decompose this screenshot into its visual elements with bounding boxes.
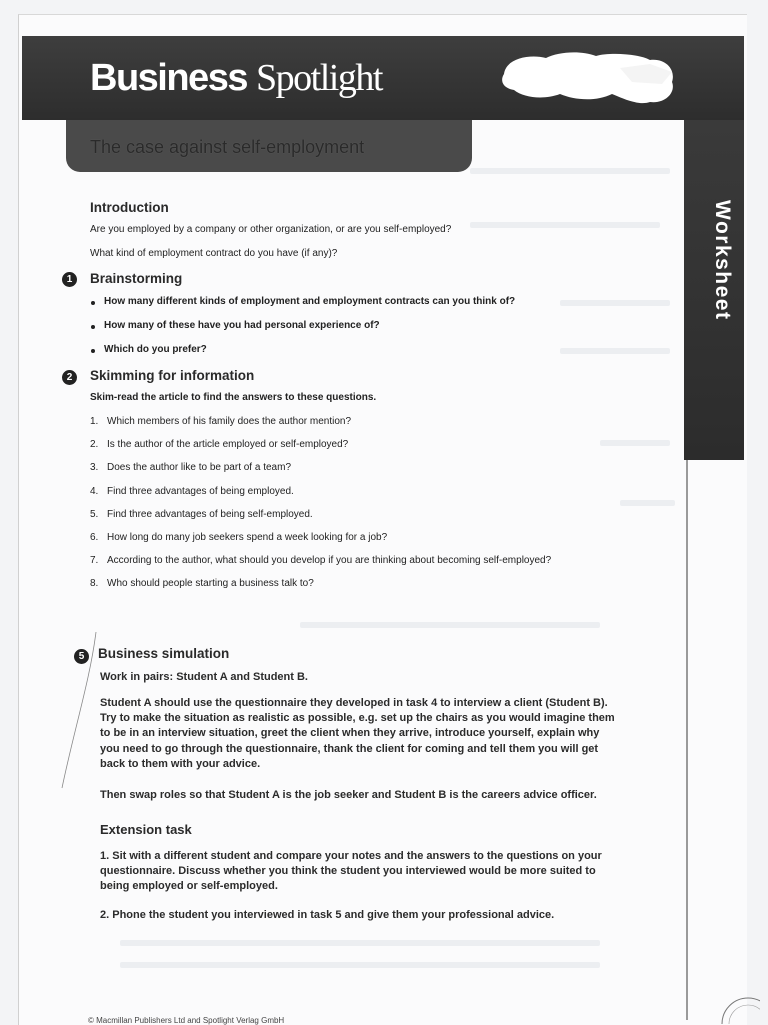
pairs-instruction: Work in pairs: Student A and Student B. [100, 671, 308, 683]
brainstorm-bullet-2: How many of these have you had personal experience of? [104, 320, 380, 331]
extension-item-1 [100, 849, 602, 895]
question-number: 4. [90, 486, 99, 497]
question-text: According to the author, what should you develop if you are thinking about becoming self-employed? [107, 555, 552, 566]
para-line: back to them with your advice. [100, 757, 261, 770]
question-number: 6. [90, 532, 99, 543]
para-line: to be in an interview situation, greet the client when they arrive, introduce yourself, explain why [100, 727, 600, 740]
brainstorming-heading: Brainstorming [90, 271, 183, 286]
brainstorm-bullet-1: How many different kinds of employment and employment contracts can you think of? [104, 296, 516, 307]
brand-part1: Business [90, 57, 247, 99]
skimming-heading: Skimming for information [90, 368, 255, 383]
title-tab [66, 120, 472, 172]
question-text: Does the author like to be part of a team? [107, 462, 291, 473]
whiteout-blob [500, 48, 678, 106]
brand-part2: Spotlight [256, 57, 382, 99]
para-line: you need to go through the questionnaire, thank the client for coming and tell them you will get [100, 742, 599, 755]
bullet-dot [91, 325, 95, 329]
question-text: How long do many job seekers spend a week looking for a job? [107, 532, 388, 543]
bullet-dot [91, 349, 95, 353]
side-label [694, 200, 734, 360]
question-number: 8. [90, 578, 99, 589]
question-number: 3. [90, 462, 99, 473]
section-number-2: 2 [62, 370, 77, 385]
bullet-dot [91, 301, 95, 305]
question-number: 2. [90, 439, 99, 450]
brainstorm-bullet-3: Which do you prefer? [104, 344, 207, 355]
extension-item-2: 2. Phone the student you interviewed in task 5 and give them your professional advice. [100, 909, 555, 921]
simulation-para-1 [100, 696, 615, 772]
skimming-intro: Skim-read the article to find the answers to these questions. [90, 392, 377, 403]
question-number: 5. [90, 509, 99, 520]
question-text: Who should people starting a business talk to? [107, 578, 314, 589]
introduction-heading: Introduction [90, 200, 169, 215]
section-number-5: 5 [74, 649, 89, 664]
extension-heading: Extension task [100, 822, 192, 837]
worksheet-label: Worksheet [711, 200, 734, 321]
question-number: 7. [90, 555, 99, 566]
question-text: Find three advantages of being self-employed. [107, 509, 313, 520]
para-line: 1. Sit with a different student and compare your notes and the answers to the questions on your [100, 850, 602, 862]
para-line: Try to make the situation as realistic as possible, e.g. set up the chairs as you would imagine them [100, 712, 615, 725]
simulation-para-2: Then swap roles so that Student A is the job seeker and Student B is the careers advice officer. [100, 789, 597, 801]
para-line: being employed or self-employed. [100, 880, 278, 893]
intro-line-2: What kind of employment contract do you have (if any)? [90, 248, 338, 259]
section-number-1: 1 [62, 272, 77, 287]
question-number: 1. [90, 416, 99, 427]
question-text: Which members of his family does the author mention? [107, 416, 351, 427]
brand-logo [90, 56, 382, 100]
worksheet-title: The case against self-employment [90, 137, 365, 157]
question-text: Find three advantages of being employed. [107, 486, 294, 497]
question-text: Is the author of the article employed or self-employed? [107, 439, 349, 450]
page-edge-line [686, 460, 688, 1020]
para-line: Student A should use the questionnaire they developed in task 4 to interview a client (Student B). [100, 697, 608, 709]
photocopiable-stamp [708, 994, 760, 1024]
intro-line-1: Are you employed by a company or other organization, or are you self-employed? [90, 224, 452, 235]
copyright-footer: © Macmillan Publishers Ltd and Spotlight Verlag GmbH [88, 1016, 285, 1025]
simulation-heading: Business simulation [98, 646, 230, 661]
para-line: questionnaire. Discuss whether you think the student you interviewed would be more suited to [100, 865, 596, 878]
